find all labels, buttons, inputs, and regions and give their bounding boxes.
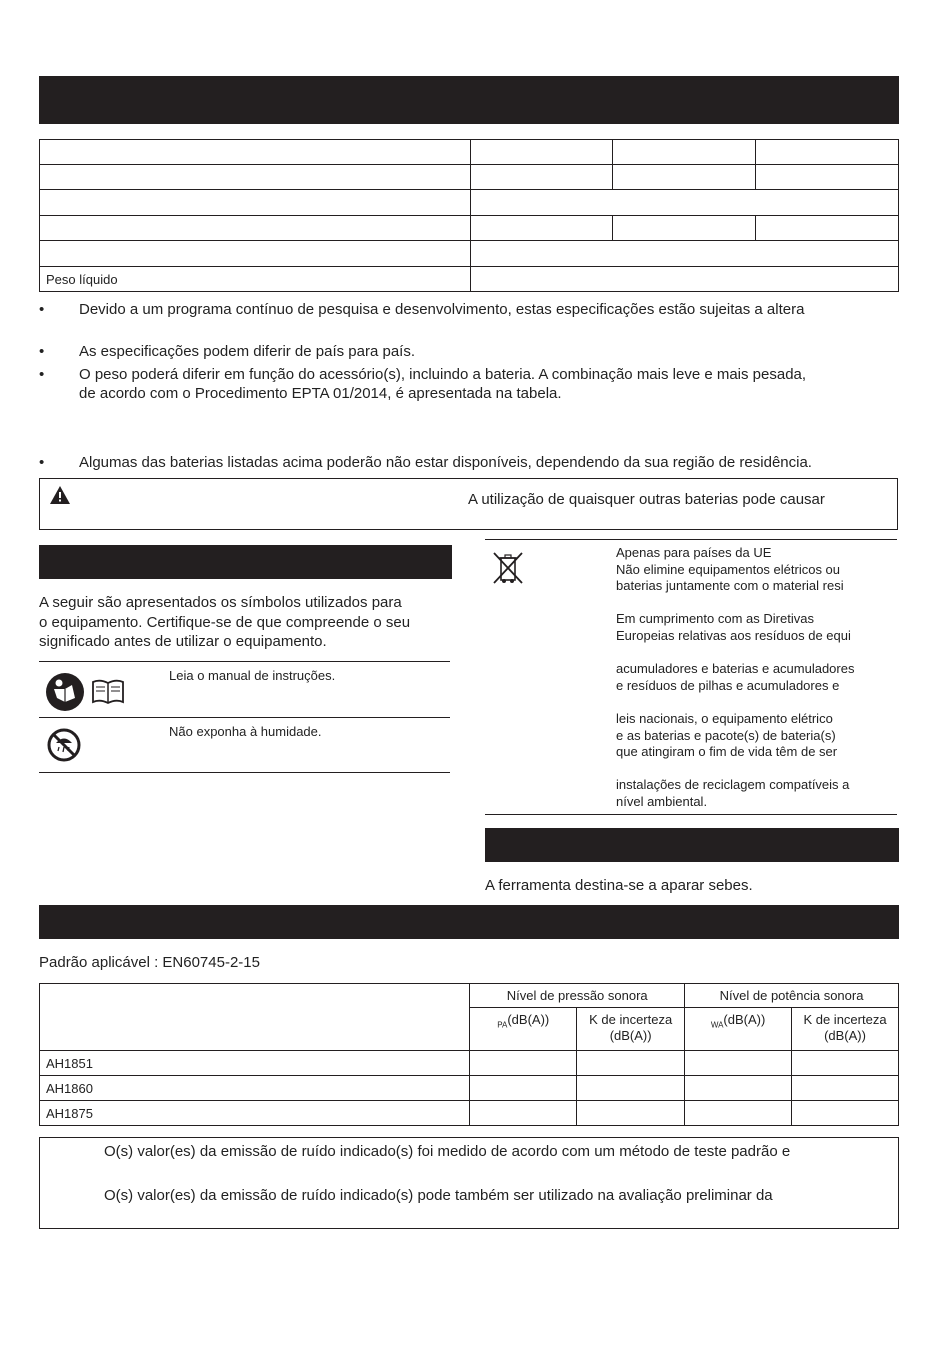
col-k-power — [792, 1008, 899, 1051]
note-text: Devido a um programa contínuo de pesquisa e desenvolvimento, estas especificações estão sujeitas a altera — [79, 301, 805, 318]
spec-value — [756, 165, 899, 190]
cell — [792, 1051, 899, 1076]
table-row — [40, 140, 899, 165]
spec-value — [470, 267, 899, 292]
bullet: • — [39, 343, 45, 360]
symbols-header-bar — [39, 545, 452, 579]
col-k-pressure — [577, 1008, 685, 1051]
eu-line: Europeias relativas aos resíduos de equi — [616, 627, 851, 643]
eu-line: e resíduos de pilhas e acumuladores e — [616, 677, 840, 693]
spec-label — [40, 241, 471, 267]
cell — [577, 1101, 685, 1126]
cell — [470, 1101, 577, 1126]
eu-line: acumuladores e baterias e acumuladores — [616, 661, 855, 677]
read-manual-icon — [45, 672, 85, 717]
book-icon — [91, 678, 125, 711]
table-row — [40, 1101, 899, 1126]
spec-value — [613, 140, 756, 165]
eu-line: e as baterias e pacote(s) de bateria(s) — [616, 727, 836, 743]
cell — [685, 1051, 792, 1076]
cell — [577, 1076, 685, 1101]
spec-value — [470, 140, 613, 165]
col-k-unit: (dB(A)) — [824, 1028, 866, 1043]
bullet: • — [39, 366, 45, 383]
spec-value — [470, 165, 613, 190]
bullet: • — [39, 301, 45, 318]
spec-label — [40, 140, 471, 165]
note-text: As especificações podem diferir de país para país. — [79, 343, 416, 360]
eu-line: leis nacionais, o equipamento elétrico — [616, 710, 833, 726]
cell — [577, 1051, 685, 1076]
warning-triangle-icon — [49, 485, 71, 510]
eu-line: Não elimine equipamentos elétricos ou — [616, 561, 841, 577]
noise-standard: Padrão aplicável : EN60745-2-15 — [39, 954, 260, 971]
eu-line: Em cumprimento com as Diretivas — [616, 611, 814, 627]
noise-header-bar — [39, 905, 899, 939]
cell — [792, 1076, 899, 1101]
col-lpa-unit: (dB(A)) — [507, 1012, 550, 1027]
eu-line: baterias juntamente com o material resi — [616, 578, 844, 594]
crossed-bin-icon — [491, 550, 525, 591]
model-name: AH1875 — [40, 1101, 470, 1126]
model-name: AH1860 — [40, 1076, 470, 1101]
col-lwa-unit: (dB(A)) — [723, 1012, 766, 1027]
table-row — [40, 267, 899, 292]
eu-line: instalações de reciclagem compatíveis a — [616, 777, 850, 793]
cell — [685, 1101, 792, 1126]
symbols-intro — [39, 593, 459, 652]
noise-notes-box — [39, 1137, 899, 1229]
table-row — [40, 1051, 899, 1076]
model-name: AH1851 — [40, 1051, 470, 1076]
note-text: O peso poderá diferir em função do acessório(s), incluindo a bateria. A combinação mais leve e mais pesada, — [79, 366, 807, 383]
bullet: • — [39, 454, 45, 471]
eu-line: que atingiram o fim de vida têm de ser — [616, 744, 838, 760]
warning-box — [39, 478, 898, 530]
intro-line: o equipamento. Certifique-se de que compreende o seu — [39, 613, 411, 631]
eu-top-rule — [485, 539, 897, 540]
col-lwa — [685, 1008, 792, 1051]
symbol-description: Leia o manual de instruções. — [169, 668, 336, 683]
intro-line: significado antes de utilizar o equipamento. — [39, 633, 327, 650]
eu-disposal-text — [616, 545, 854, 811]
cell — [470, 1051, 577, 1076]
intro-line: A seguir são apresentados os símbolos utilizados para — [39, 594, 402, 611]
no-rain-icon — [47, 728, 81, 767]
note-text: de acordo com o Procedimento EPTA 01/2014, é apresentada na tabela. — [79, 385, 562, 402]
col-k-label: K de incerteza — [803, 1012, 887, 1027]
spec-value — [470, 241, 899, 267]
table-row — [40, 216, 899, 241]
eu-line — [616, 595, 854, 612]
col-lpa — [470, 1008, 577, 1051]
spec-label — [40, 190, 471, 216]
header-sound-power: Nível de potência sonora — [685, 984, 899, 1008]
col-k-unit: (dB(A)) — [609, 1028, 652, 1043]
col-k-label: K de incerteza — [589, 1012, 673, 1027]
eu-line — [616, 694, 854, 711]
symbol-description: Não exponha à humidade. — [169, 724, 322, 739]
eu-line — [616, 761, 854, 778]
specifications-header-bar — [39, 76, 899, 124]
spec-label — [40, 165, 471, 190]
specifications-table — [39, 139, 899, 292]
noise-note: O(s) valor(es) da emissão de ruído indicado(s) foi medido de acordo com um método de teste padrão e — [104, 1143, 791, 1160]
table-row — [40, 241, 899, 267]
intended-use-text: A ferramenta destina-se a aparar sebes. — [485, 877, 753, 894]
table-row — [40, 165, 899, 190]
noise-model-header — [40, 984, 470, 1051]
spec-value — [613, 165, 756, 190]
spec-label — [40, 216, 471, 241]
col-lpa-subscript: PA — [497, 1020, 508, 1030]
eu-line: Apenas para países da UE — [616, 545, 772, 560]
intended-use-header-bar — [485, 828, 899, 862]
symbol-row — [39, 717, 450, 773]
noise-table — [39, 983, 899, 1126]
col-lwa-subscript: WA — [710, 1020, 724, 1030]
header-sound-pressure: Nível de pressão sonora — [470, 984, 685, 1008]
warning-text: A utilização de quaisquer outras baterias pode causar — [468, 491, 825, 508]
symbol-row — [39, 661, 450, 718]
eu-line — [616, 645, 854, 662]
spec-value — [470, 190, 899, 216]
cell — [470, 1076, 577, 1101]
noise-note: O(s) valor(es) da emissão de ruído indicado(s) pode também ser utilizado na avaliação preliminar da — [104, 1187, 773, 1204]
table-row — [40, 190, 899, 216]
eu-bottom-rule — [485, 814, 897, 815]
note-text: Algumas das baterias listadas acima poderão não estar disponíveis, dependendo da sua região de residência. — [79, 454, 812, 471]
table-row — [40, 984, 899, 1008]
cell — [792, 1101, 899, 1126]
spec-value — [470, 216, 613, 241]
spec-value — [756, 140, 899, 165]
cell — [685, 1076, 792, 1101]
eu-line: nível ambiental. — [616, 793, 708, 809]
spec-label-net-weight: Peso líquido — [40, 267, 471, 292]
spec-value — [756, 216, 899, 241]
table-row — [40, 1076, 899, 1101]
spec-value — [613, 216, 756, 241]
